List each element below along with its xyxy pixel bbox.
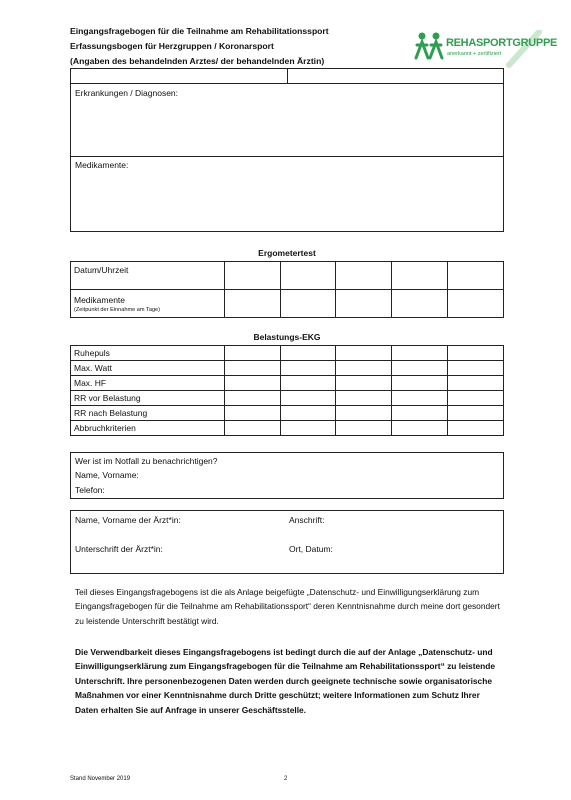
table-row — [71, 262, 504, 290]
form-note: (Angaben des behandelnden Arztes/ der behandelnden Ärztin) — [70, 56, 325, 66]
place-date-label: Ort, Datum: — [289, 544, 333, 554]
diagnosen-label: Erkrankungen / Diagnosen: — [75, 88, 179, 98]
table-cell[interactable] — [280, 406, 336, 421]
logo-tagline: anerkannt + zertifiziert — [447, 51, 502, 57]
table-cell[interactable] — [392, 421, 448, 436]
emergency-question: Wer ist im Notfall zu benachrichtigen? — [75, 456, 218, 466]
top-cell-left[interactable] — [71, 69, 288, 84]
table-row — [71, 346, 504, 361]
row-label: Ruhepuls — [71, 346, 225, 361]
consent-paragraph: Teil dieses Eingangsfragebogens ist die als Anlage beigefügte „Datenschutz- und Einwilligungserklärung zum Eingangsfragebogen für die Teilnahme am Rehabilitationssport“ deren Kenntnisnahme durch meine dort gesondert zu leistende Unterschrift bestätigt wird. — [75, 587, 500, 626]
table-cell[interactable] — [448, 290, 504, 318]
doctor-box[interactable] — [70, 510, 504, 574]
table-cell[interactable] — [336, 346, 392, 361]
diagnosis-box — [70, 68, 504, 232]
logo-name: REHASPORTGRUPPE — [446, 37, 558, 49]
divider — [71, 156, 503, 157]
row-label: RR nach Belastung — [71, 406, 225, 421]
address-label: Anschrift: — [289, 515, 325, 525]
row-label: RR vor Belastung — [71, 391, 225, 406]
data-protection-paragraph: Die Verwendbarkeit dieses Eingangsfragebogens ist bedingt durch die auf der Anlage „Datenschutz- und Einwilligungserklärung zum Eingangsfragebogen für die Teilnahme am Rehabilitationssport“ zu leistende Unterschrift. Ihre personenbezogenen Daten werden durch geeignete technische sowie organisatorische Maßnahmen vor einer Kenntnisnahme durch Dritte geschützt; weitere Informationen zum Schutz Ihrer Daten erhalten Sie auf Anfrage in unserer Geschäftsstelle. — [75, 647, 496, 715]
table-cell[interactable] — [224, 361, 280, 376]
table-cell[interactable] — [336, 361, 392, 376]
page-number: 2 — [284, 776, 288, 782]
table-cell[interactable] — [448, 361, 504, 376]
table-cell[interactable] — [392, 391, 448, 406]
medikamente-label: Medikamente: — [75, 160, 129, 170]
top-cell-right[interactable] — [288, 69, 503, 84]
table-row — [71, 361, 504, 376]
table-row — [71, 290, 504, 318]
form-title: Eingangsfragebogen für die Teilnahme am Rehabilitationssport — [70, 26, 329, 36]
row-label-cell — [71, 290, 225, 318]
form-subtitle: Erfassungsbogen für Herzgruppen / Koronarsport — [70, 41, 274, 51]
emergency-contact-box[interactable] — [70, 452, 504, 499]
emergency-phone-label: Telefon: — [75, 485, 105, 495]
table-cell[interactable] — [280, 262, 336, 290]
table-cell[interactable] — [336, 376, 392, 391]
table-cell[interactable] — [224, 376, 280, 391]
table-cell[interactable] — [280, 346, 336, 361]
logo-figures-icon — [414, 30, 544, 70]
row-label: Abbruchkriterien — [71, 421, 225, 436]
table-cell[interactable] — [392, 346, 448, 361]
logo — [414, 30, 558, 70]
table-cell[interactable] — [224, 421, 280, 436]
ekg-title: Belastungs-EKG — [253, 332, 321, 342]
table-cell[interactable] — [280, 290, 336, 318]
table-cell[interactable] — [392, 406, 448, 421]
ekg-table — [70, 345, 504, 436]
table-cell[interactable] — [336, 391, 392, 406]
emergency-name-label: Name, Vorname: — [75, 470, 139, 480]
table-cell[interactable] — [448, 346, 504, 361]
table-cell[interactable] — [336, 290, 392, 318]
doctor-signature-label: Unterschrift der Ärzt*in: — [75, 544, 163, 554]
table-cell[interactable] — [392, 361, 448, 376]
table-cell[interactable] — [224, 290, 280, 318]
row-note: (Zeitpunkt der Einnahme am Tage) — [74, 306, 161, 313]
table-cell[interactable] — [448, 376, 504, 391]
table-cell[interactable] — [392, 290, 448, 318]
table-row — [71, 376, 504, 391]
table-cell[interactable] — [280, 421, 336, 436]
table-cell[interactable] — [392, 376, 448, 391]
table-cell[interactable] — [336, 406, 392, 421]
table-cell[interactable] — [224, 262, 280, 290]
table-cell[interactable] — [448, 262, 504, 290]
table-cell[interactable] — [448, 391, 504, 406]
table-cell[interactable] — [280, 361, 336, 376]
table-cell[interactable] — [224, 391, 280, 406]
table-cell[interactable] — [336, 421, 392, 436]
ergometer-table — [70, 261, 504, 318]
table-cell[interactable] — [448, 421, 504, 436]
table-cell[interactable] — [280, 376, 336, 391]
table-cell[interactable] — [280, 391, 336, 406]
footer-stand: Stand November 2019 — [70, 776, 131, 782]
table-cell[interactable] — [448, 406, 504, 421]
ergometer-title: Ergometertest — [258, 248, 316, 258]
table-cell[interactable] — [224, 346, 280, 361]
row-label: Medikamente — [74, 294, 126, 305]
row-label: Datum/Uhrzeit — [71, 262, 225, 290]
row-label: Max. HF — [71, 376, 225, 391]
table-row — [71, 391, 504, 406]
table-row — [71, 421, 504, 436]
table-cell[interactable] — [224, 406, 280, 421]
table-row — [71, 406, 504, 421]
table-cell[interactable] — [336, 262, 392, 290]
row-label: Max. Watt — [71, 361, 225, 376]
doctor-name-label: Name, Vorname der Ärzt*in: — [75, 515, 181, 525]
table-cell[interactable] — [392, 262, 448, 290]
